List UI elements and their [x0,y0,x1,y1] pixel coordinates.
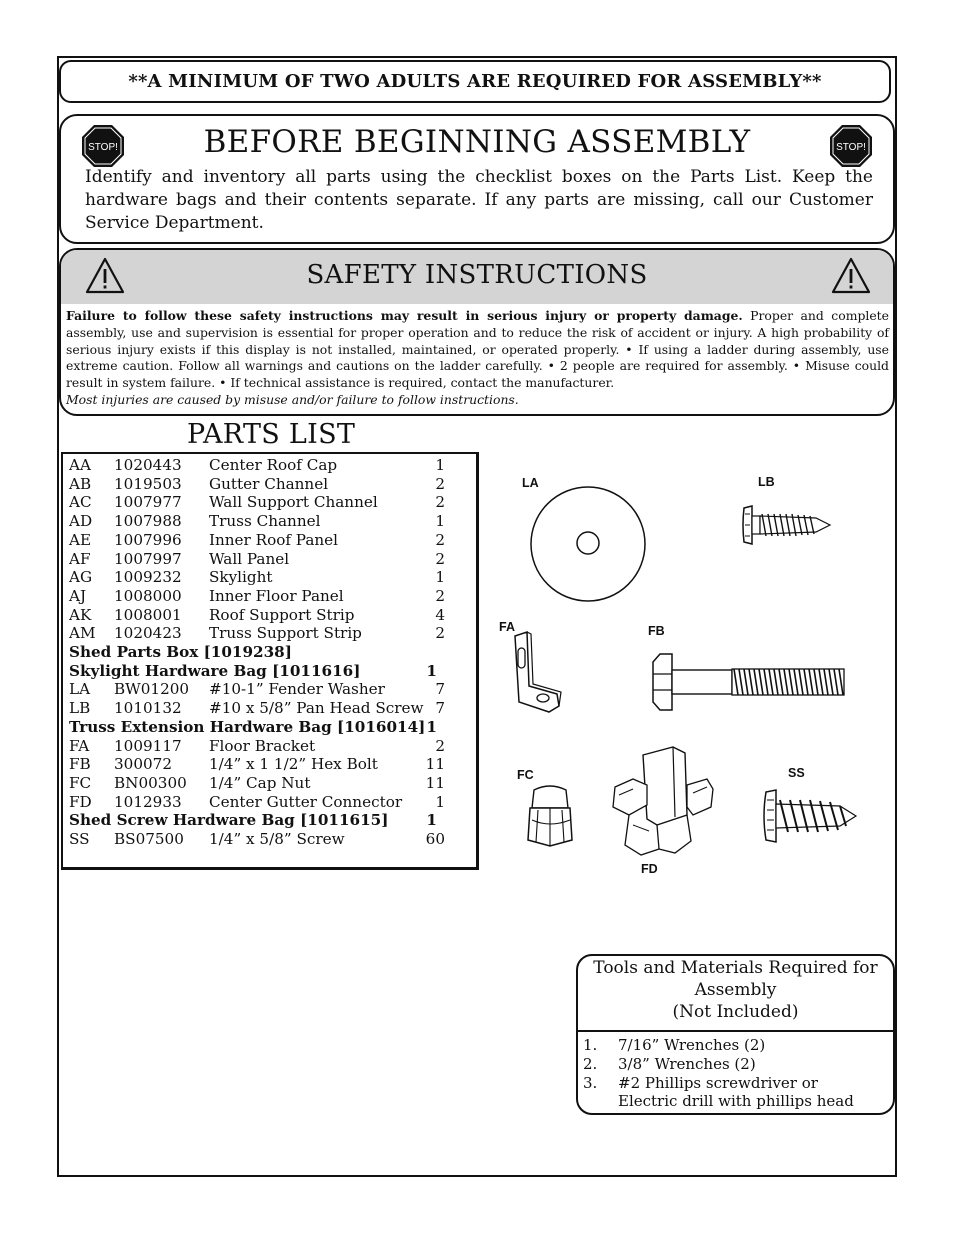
parts-description: 1/4” Cap Nut [209,773,311,792]
parts-qty: 1 [426,661,437,680]
parts-number: 1012933 [114,792,182,811]
parts-code: AC [69,493,92,512]
parts-code: LB [69,699,91,718]
label-lb: LB [758,475,775,489]
safety-header [61,250,893,304]
parts-qty: 2 [435,493,445,512]
parts-description: 1/4” x 5/8” Screw [209,830,345,848]
parts-group-title: Skylight Hardware Bag [1011616] [69,661,361,680]
tool-text: Electric drill with phillips head [618,1092,854,1111]
label-la: LA [522,476,539,490]
parts-number: 1020443 [114,456,182,474]
parts-description: Wall Support Channel [209,493,378,512]
stop-sign-icon [829,124,873,168]
parts-code: AB [69,474,92,493]
parts-code: AK [69,605,92,624]
tools-title-line: Assembly [694,980,777,1000]
parts-qty: 2 [435,549,445,568]
safety-italic-note: Most injuries are caused by misuse and/or failure to follow instructions. [66,391,519,407]
parts-qty: 1 [435,568,445,587]
parts-qty: 2 [435,586,445,605]
parts-qty: 11 [425,755,445,774]
stop-sign-label: STOP! [836,142,866,153]
pan-head-screw-icon [740,500,835,550]
parts-number: 1007988 [114,512,182,531]
parts-list-table [61,452,479,870]
tools-title-line: (Not Included) [672,1002,799,1022]
parts-number: 1007997 [114,549,182,568]
tool-text: 7/16” Wrenches (2) [618,1036,766,1054]
parts-number: 1009117 [114,736,182,755]
tool-item-continued [578,1092,893,1111]
parts-qty: 2 [435,624,445,643]
parts-list-title: PARTS LIST [187,419,356,450]
parts-qty: 2 [435,736,445,755]
label-fd: FD [641,862,658,876]
tools-header [578,956,893,1032]
parts-code: AM [69,624,96,643]
before-assembly-title: BEFORE BEGINNING ASSEMBLY [203,124,751,160]
label-fb: FB [648,624,665,638]
parts-code: AD [69,512,93,531]
fender-washer-icon [528,484,648,604]
parts-qty: 60 [425,830,445,848]
parts-group-title: Shed Parts Box [1019238] [69,643,292,661]
parts-number: 1007996 [114,530,182,549]
parts-number: 1008000 [114,586,182,605]
center-gutter-connector-icon [603,745,719,863]
parts-number: 1009232 [114,568,182,587]
parts-code: FD [69,792,92,811]
parts-qty: 11 [425,773,445,792]
parts-qty: 7 [435,680,445,699]
parts-qty: 4 [435,605,445,624]
parts-qty: 2 [435,530,445,549]
tool-text: 3/8” Wrenches (2) [618,1054,756,1073]
parts-description: #10-1” Fender Washer [209,680,385,699]
parts-description: 1/4” x 1 1/2” Hex Bolt [209,755,378,774]
tools-required-box [576,954,895,1115]
tools-title-line: Tools and Materials Required for [593,958,878,978]
parts-qty: 2 [435,474,445,493]
parts-number: 1008001 [114,605,182,624]
parts-qty: 1 [426,811,437,830]
parts-description: Inner Roof Panel [209,530,339,549]
parts-description: Truss Support Strip [209,624,362,643]
parts-code: LA [69,680,91,699]
parts-code: FA [69,736,90,755]
tool-number: 3. [583,1073,598,1092]
parts-code: FC [69,773,92,792]
parts-group-title: Truss Extension Hardware Bag [1016014] [69,717,426,736]
parts-code: AE [69,530,92,549]
parts-number: 1019503 [114,474,182,493]
stop-sign-label: STOP! [88,142,118,153]
parts-code: FB [69,755,91,774]
parts-description: Truss Channel [209,512,321,531]
before-assembly-text: Identify and inventory all parts using the checklist boxes on the Parts List. Keep the hardware bags and their contents separate. If any parts are missing, call our Customer Service Department. [85,167,873,233]
tool-number: 1. [583,1036,598,1054]
two-adults-banner: **A MINIMUM OF TWO ADULTS ARE REQUIRED FOR ASSEMBLY** [59,60,891,103]
tool-item [578,1055,893,1074]
safety-text [61,304,893,409]
parts-code: SS [69,830,90,848]
parts-description: Center Roof Cap [209,456,338,474]
tool-item [578,1074,893,1093]
parts-description: #10 x 5/8” Pan Head Screw [209,699,424,718]
parts-description: Roof Support Strip [209,605,355,624]
parts-description: Skylight [209,568,273,587]
floor-bracket-icon [505,628,570,716]
label-fa: FA [499,620,515,634]
parts-description: Gutter Channel [209,474,329,493]
parts-code: AA [69,456,91,474]
parts-qty: 1 [435,512,445,531]
tool-text: #2 Phillips screwdriver or [618,1073,818,1092]
parts-number: BW01200 [114,680,190,699]
parts-qty: 1 [426,717,437,736]
parts-number: BN00300 [114,773,187,792]
label-fc: FC [517,768,534,782]
cap-nut-icon [522,784,578,850]
tool-item [578,1036,893,1055]
parts-number: 1007977 [114,493,182,512]
parts-description: Center Gutter Connector [209,792,403,811]
parts-qty: 1 [435,792,445,811]
parts-code: AF [69,549,91,568]
before-assembly-section [59,114,895,244]
safety-body-text: Proper and complete assembly, use and supervision is essential for proper operation and to reduce the risk of accident or injury. A high probability of serious injury exists if this display is not installed, maintained, or operated properly. • If using a ladder during assembly, use extreme caution. Follow all warnings and cautions on the ladder carefully. • 2 people are required for assembly. • Misuse could result in system failure. • If technical assistance is required, contact the manufacturer. [66,308,889,391]
safety-warning-bold: Failure to follow these safety instructions may result in serious injury or property damage. [66,308,743,323]
safety-title: SAFETY INSTRUCTIONS [306,260,648,290]
warning-triangle-icon [831,257,871,295]
screw-icon [760,786,860,846]
parts-number: 300072 [114,755,172,774]
parts-group-title: Shed Screw Hardware Bag [1011615] [69,811,389,830]
parts-qty: 7 [435,699,445,718]
parts-description: Floor Bracket [209,736,316,755]
parts-description: Wall Panel [209,549,290,568]
parts-description: Inner Floor Panel [209,586,344,605]
parts-code: AJ [69,586,87,605]
parts-qty: 1 [435,456,445,474]
parts-number: 1010132 [114,699,182,718]
parts-number: BS07500 [114,830,184,848]
tool-number: 2. [583,1054,598,1073]
hex-bolt-icon [650,652,848,712]
parts-code: AG [69,568,93,587]
tools-list [578,1032,893,1111]
parts-number: 1020423 [114,624,182,643]
safety-instructions-section [59,248,895,416]
label-ss: SS [788,766,805,780]
